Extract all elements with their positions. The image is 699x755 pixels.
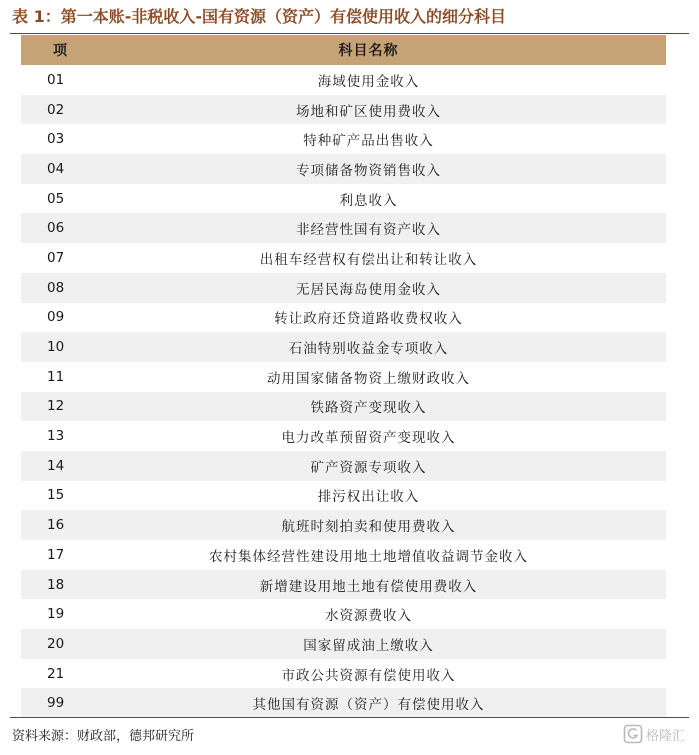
table-row xyxy=(21,421,666,451)
subject-name: 市政公共资源有偿使用收入 xyxy=(281,667,456,684)
subject-name: 无居民海岛使用金收入 xyxy=(296,281,441,298)
subject-name: 非经营性国有资产收入 xyxy=(296,222,441,239)
subject-name: 专项储备物资销售收入 xyxy=(296,162,441,179)
item-number: 17 xyxy=(47,546,65,563)
table-row xyxy=(21,599,666,629)
subject-name: 石油特别收益金专项收入 xyxy=(288,341,449,358)
table-row xyxy=(21,570,666,600)
table-row xyxy=(21,688,666,718)
watermark-text: 格隆汇 xyxy=(645,728,685,744)
item-number: 07 xyxy=(47,249,65,266)
subject-name: 特种矿产品出售收入 xyxy=(303,133,434,150)
table-title: 表 1：第一本账-非税收入-国有资源（资产）有偿使用收入的细分科目 xyxy=(12,7,506,26)
item-number: 11 xyxy=(47,368,65,385)
title-divider xyxy=(10,33,689,34)
item-number: 10 xyxy=(47,339,65,356)
item-number: 12 xyxy=(47,398,65,415)
subject-name: 场地和矿区使用费收入 xyxy=(296,103,441,120)
subject-name: 铁路资产变现收入 xyxy=(310,400,427,417)
table-header-row xyxy=(21,35,666,65)
table-row xyxy=(21,184,666,214)
item-number: 08 xyxy=(47,279,65,296)
subject-name: 水资源费收入 xyxy=(325,608,412,625)
item-number: 18 xyxy=(47,576,65,593)
watermark xyxy=(623,724,685,744)
item-number: 16 xyxy=(47,517,65,534)
subject-name: 转让政府还贷道路收费权收入 xyxy=(274,311,463,328)
item-number: 05 xyxy=(47,190,65,207)
item-number: 14 xyxy=(47,457,65,474)
table-row xyxy=(21,451,666,481)
subject-name: 农村集体经营性建设用地土地增值收益调节金收入 xyxy=(209,548,528,565)
table-row xyxy=(21,629,666,659)
table-row xyxy=(21,362,666,392)
subject-name: 海域使用金收入 xyxy=(317,73,420,90)
subject-name: 其他国有资源（资产）有偿使用收入 xyxy=(252,697,485,714)
subject-name: 排污权出让收入 xyxy=(317,489,420,506)
subject-name: 电力改革预留资产变现收入 xyxy=(281,430,456,447)
item-number: 13 xyxy=(47,428,65,445)
table-row xyxy=(21,213,666,243)
table-row xyxy=(21,332,666,362)
subject-table xyxy=(21,35,666,718)
subject-name: 矿产资源专项收入 xyxy=(310,459,427,476)
item-number: 15 xyxy=(47,487,65,504)
table-row xyxy=(21,510,666,540)
table-row xyxy=(21,273,666,303)
bottom-divider xyxy=(10,717,689,718)
subject-name: 利息收入 xyxy=(339,192,398,209)
table-row xyxy=(21,392,666,422)
item-number: 21 xyxy=(47,665,65,682)
table-row xyxy=(21,124,666,154)
table-row xyxy=(21,243,666,273)
table-row xyxy=(21,659,666,689)
item-number: 01 xyxy=(47,71,65,88)
header-item-number: 项 xyxy=(53,43,67,59)
subject-name: 国家留成油上缴收入 xyxy=(303,637,434,654)
item-number: 02 xyxy=(47,101,65,118)
item-number: 99 xyxy=(47,695,65,712)
source-note: 资料来源：财政部，德邦研究所 xyxy=(12,729,195,744)
subject-name: 动用国家储备物资上缴财政收入 xyxy=(267,370,470,387)
table-row xyxy=(21,303,666,333)
item-number: 04 xyxy=(47,160,65,177)
item-number: 06 xyxy=(47,220,65,237)
item-number: 09 xyxy=(47,309,65,326)
subject-name: 新增建设用地土地有偿使用费收入 xyxy=(259,578,478,595)
subject-name: 出租车经营权有偿出让和转让收入 xyxy=(259,251,478,268)
subject-name: 航班时刻拍卖和使用费收入 xyxy=(281,519,456,536)
item-number: 03 xyxy=(47,131,65,148)
item-number: 20 xyxy=(47,635,65,652)
table-row xyxy=(21,95,666,125)
item-number: 19 xyxy=(47,606,65,623)
header-subject-name: 科目名称 xyxy=(338,43,399,59)
table-body xyxy=(21,65,666,718)
table-row xyxy=(21,65,666,95)
table-row xyxy=(21,154,666,184)
gelonghui-logo-icon xyxy=(623,724,643,744)
table-row xyxy=(21,540,666,570)
table-row xyxy=(21,481,666,511)
